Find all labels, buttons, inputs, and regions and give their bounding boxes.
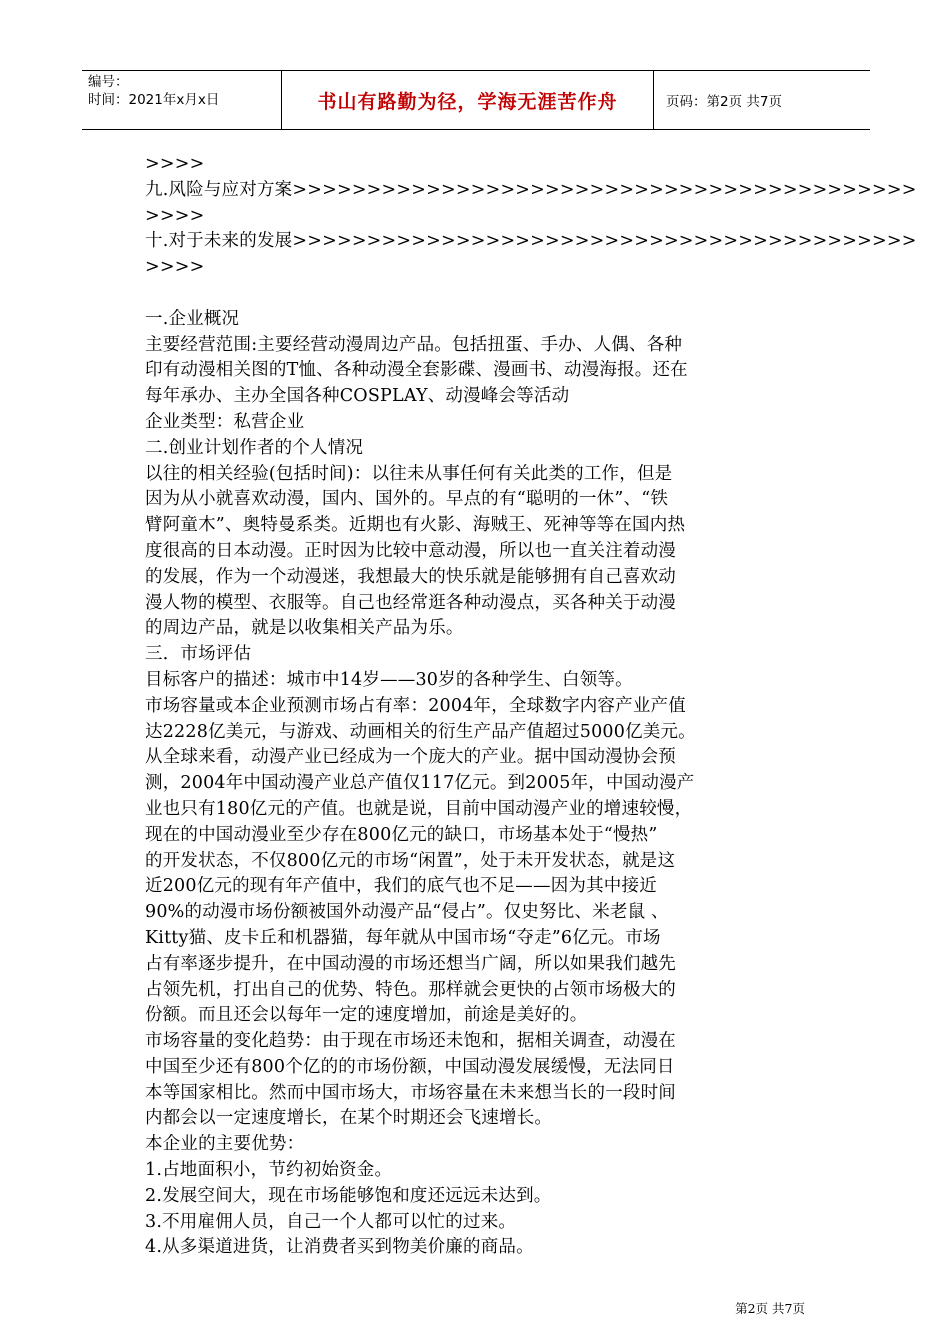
text-line: >>>> [145,205,205,226]
text-line: 臂阿童木”、奥特曼系类。近期也有火影、海贼王、死神等等在国内热 [145,515,686,536]
text-line: 2.发展空间大，现在市场能够饱和度还远远未达到。 [145,1185,552,1206]
text-line: 1.占地面积小，节约初始资金。 [145,1160,393,1181]
text-line: >>>> [145,257,205,278]
text-line: 90%的动漫市场份额被国外动漫产品“侵占”。仅史努比、米老鼠 、 [145,902,669,923]
text-line: 从全球来看，动漫产业已经成为一个庞大的产业。据中国动漫协会预 [145,747,676,768]
document-date-label: 时间：2021年x月x日 [88,92,220,108]
text-line: 每年承办、主办全国各种COSPLAY、动漫峰会等活动 [145,386,570,407]
text-line: 达2228亿美元，与游戏、动画相关的衍生产品产值超过5000亿美元。 [145,721,696,742]
text-line: >>>> [145,154,205,174]
text-line: 份额。而且还会以每年一定的速度增加，前途是美好的。 [145,1005,588,1026]
text-line: 二.创业计划作者的个人情况 [145,437,364,458]
document-number-label: 编号： [88,74,129,90]
text-line: 本企业的主要优势： [145,1134,305,1155]
text-line: 以往的相关经验(包括时间)：以往未从事任何有关此类的工作，但是 [145,463,673,484]
text-line: Kitty猫、皮卡丘和机器猫，每年就从中国市场“夺走”6亿元。市场 [145,927,661,948]
text-line: 市场容量或本企业预测市场占有率：2004年，全球数字内容产业产值 [145,695,686,716]
text-line: 度很高的日本动漫。正时因为比较中意动漫，所以也一直关注着动漫 [145,540,676,561]
text-line: 三．市场评估 [145,644,252,665]
blank-line [145,281,825,307]
page-footer: 第2页 共7页 [735,1301,805,1316]
text-line: 的发展，作为一个动漫迷，我想最大的快乐就是能够拥有自己喜欢动 [145,566,676,587]
text-line: 中国至少还有800个亿的的市场份额，中国动漫发展缓慢，无法同日 [145,1056,675,1077]
document-body [145,152,917,1261]
header-motto: 书山有路勤为径，学海无涯苦作舟 [282,71,654,129]
text-line: 本等国家相比。然而中国市场大，市场容量在未来想当长的一段时间 [145,1082,676,1103]
text-line: 3.不用雇佣人员，自己一个人都可以忙的过来。 [145,1211,517,1232]
text-line: 漫人物的模型、衣服等。自己也经常逛各种动漫点，买各种关于动漫 [145,592,676,613]
text-line: 九.风险与应对方案>>>>>>>>>>>>>>>>>>>>>>>>>>>>>>>>>>>>>>>>>> [145,179,917,200]
text-line: 十.对于未来的发展>>>>>>>>>>>>>>>>>>>>>>>>>>>>>>>>>>>>>>>>>> [145,231,917,252]
text-line: 因为从小就喜欢动漫，国内、国外的。早点的有“聪明的一休”、“铁 [145,489,669,510]
text-line: 一.企业概况 [145,308,240,329]
text-line: 市场容量的变化趋势：由于现在市场还未饱和，据相关调查，动漫在 [145,1031,676,1052]
text-line: 测，2004年中国动漫产业总产值仅117亿元。到2005年，中国动漫产 [145,773,695,794]
header-page-number: 页码：第2页 共7页 [666,94,782,110]
page-header [82,70,870,130]
text-line: 占领先机，打出自己的优势、特色。那样就会更快的占领市场极大的 [145,979,676,1000]
text-line: 现在的中国动漫业至少存在800亿元的缺口，市场基本处于“慢热” [145,824,658,845]
text-line: 企业类型：私营企业 [145,411,305,432]
text-line: 4.从多渠道进货，让消费者买到物美价廉的商品。 [145,1237,534,1258]
text-line: 占有率逐步提升，在中国动漫的市场还想当广阔，所以如果我们越先 [145,953,676,974]
text-line: 印有动漫相关图的T恤、各种动漫全套影碟、漫画书、动漫海报。还在 [145,360,688,381]
text-line: 的周边产品，就是以收集相关产品为乐。 [145,618,464,639]
text-line: 主要经营范围:主要经营动漫周边产品。包括扭蛋、手办、人偶、各种 [145,334,683,355]
text-line: 的开发状态，不仅800亿元的市场“闲置”，处于未开发状态，就是这 [145,850,676,871]
text-line: 业也只有180亿元的产值。也就是说，目前中国动漫产业的增速较慢， [145,798,693,819]
header-left-cell [82,71,282,129]
text-line: 内都会以一定速度增长，在某个时期还会飞速增长。 [145,1108,553,1129]
text-line: 近200亿元的现有年产值中，我们的底气也不足——因为其中接近 [145,876,657,897]
text-line: 目标客户的描述：城市中14岁——30岁的各种学生、白领等。 [145,669,633,690]
